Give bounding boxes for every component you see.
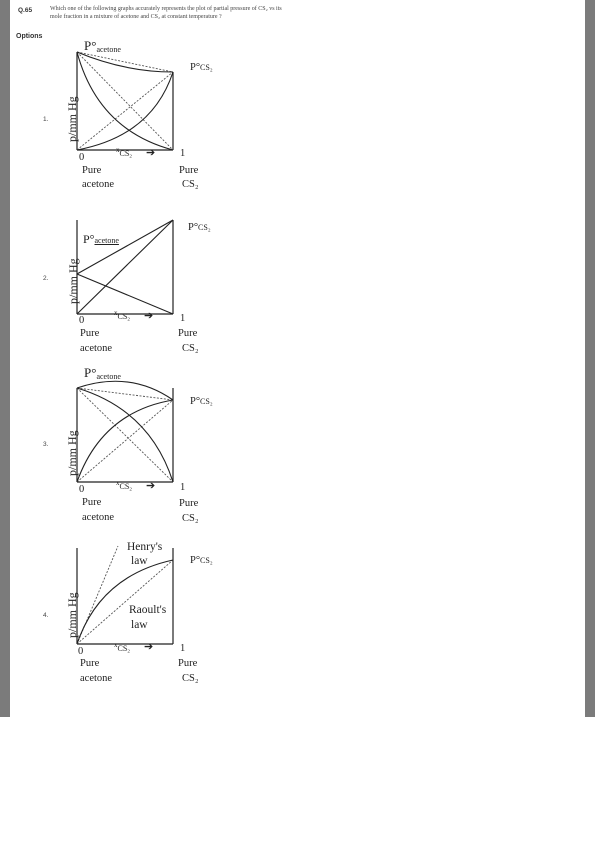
option-3-total-curve [77, 381, 173, 400]
option-2-y-label: p/mm Hg [66, 258, 80, 304]
option-2-p-cs2-label: P°CS₂ [188, 222, 211, 233]
option-2-x-one: 1 [180, 313, 186, 324]
option-3-p-cs2-label: P°CS₂ [190, 396, 213, 407]
option-3-x-one: 1 [180, 482, 186, 493]
option-3-x-zero: 0 [79, 484, 85, 495]
option-3-ideal-total-line [77, 388, 173, 400]
option-4-x-arrow-icon: ➔ [144, 641, 154, 653]
option-4-right-cs2: CS₂ [182, 673, 199, 684]
option-3-x-arrow-icon: ➔ [146, 480, 156, 492]
option-4-henry-label-2: law [131, 555, 148, 567]
option-4-left-pure: Pure [80, 658, 100, 669]
option-1-left-acetone: acetone [82, 179, 115, 190]
question-panel [10, 0, 585, 717]
option-2-acetone-line [77, 274, 173, 314]
option-2-x-arrow-icon: ➔ [144, 310, 154, 322]
option-3-y-label: p/mm Hg [65, 430, 79, 476]
option-1-number: 1. [43, 116, 49, 123]
option-3-p-acetone-label: P°acetone [84, 365, 121, 381]
option-2-x-variable: $^x$CS₂ [114, 309, 131, 321]
option-4-left-acetone: acetone [80, 673, 113, 684]
right-border-bar [585, 0, 595, 717]
question-text-line-2: mole fraction in a mixture of acetone and CS₂ at constant temperature ? [50, 14, 222, 20]
option-1-x-zero: 0 [79, 152, 85, 163]
option-2-right-pure: Pure [178, 328, 198, 339]
option-4-raoult-label-1: Raoult's [129, 604, 167, 616]
option-1-x-variable: $^x$CS₂ [116, 146, 133, 158]
option-4-number: 4. [43, 612, 49, 619]
option-4-x-zero: 0 [78, 646, 84, 657]
option-1-ideal-total-line [77, 52, 173, 72]
option-4-x-one: 1 [180, 643, 186, 654]
option-3-x-variable: $^x$CS₂ [116, 479, 133, 491]
option-1-graph[interactable] [10, 38, 213, 198]
option-2-left-acetone: acetone [80, 343, 113, 354]
option-3-ideal-acetone-line [77, 388, 173, 482]
option-2-right-cs2: CS₂ [182, 343, 199, 354]
option-2-number: 2. [43, 275, 49, 282]
option-1-p-cs2-label: P°CS₂ [190, 62, 213, 73]
option-2-p-acetone-label: P°acetone [83, 232, 119, 246]
option-4-henry-label-1: Henry's [127, 541, 163, 553]
option-3-graph[interactable] [10, 365, 213, 530]
option-1-right-pure: Pure [179, 165, 199, 176]
option-1-y-label: p/mm Hg [65, 96, 79, 142]
left-border-bar [0, 0, 10, 717]
option-3-left-pure: Pure [82, 497, 102, 508]
option-1-left-pure: Pure [82, 165, 102, 176]
option-1-p-acetone-label: P°acetone [84, 38, 121, 54]
option-2-x-zero: 0 [79, 315, 85, 326]
option-2-graph[interactable] [10, 212, 210, 372]
option-3-right-pure: Pure [179, 498, 199, 509]
option-4-y-label: p/mm Hg [65, 592, 79, 638]
option-4-raoult-line [77, 560, 173, 644]
option-1-ideal-cs2-line [77, 72, 173, 150]
option-4-p-cs2-label: P°CS₂ [190, 555, 213, 566]
option-3-number: 3. [43, 441, 49, 448]
blank-page-area [0, 717, 595, 842]
option-3-left-acetone: acetone [82, 512, 115, 523]
option-2-left-pure: Pure [80, 328, 100, 339]
option-2-total-line [77, 220, 173, 274]
option-4-right-pure: Pure [178, 658, 198, 669]
option-4-graph[interactable] [10, 540, 213, 700]
option-4-x-variable: $^x$CS₂ [114, 641, 131, 653]
option-3-right-cs2: CS₂ [182, 513, 199, 524]
option-4-raoult-label-2: law [131, 619, 148, 631]
options-heading: Options [16, 33, 43, 40]
option-1-x-arrow-icon: ➔ [146, 147, 156, 159]
question-text-line-1: Which one of the following graphs accurately represents the plot of partial pressure of CS₂ vs its [50, 6, 282, 12]
question-number: Q.65 [18, 7, 33, 14]
option-1-x-one: 1 [180, 148, 186, 159]
option-1-right-cs2: CS₂ [182, 179, 199, 190]
